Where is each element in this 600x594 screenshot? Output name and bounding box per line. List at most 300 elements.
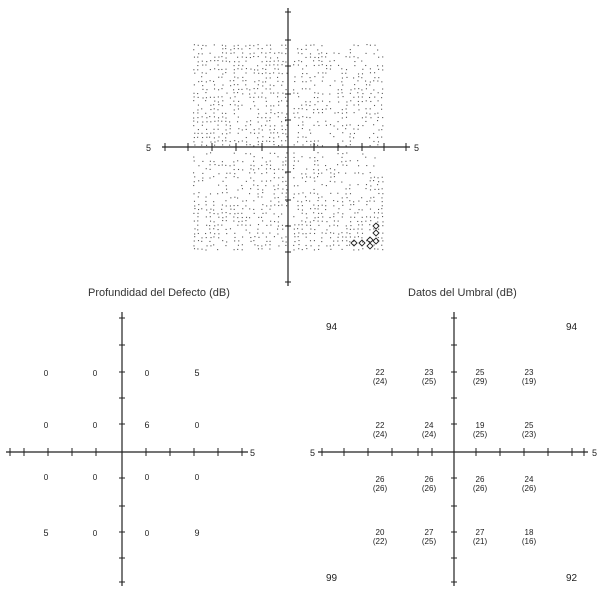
grayscale-dot [197,213,198,214]
grayscale-dot [237,92,238,93]
grayscale-dot [342,117,343,118]
grayscale-dot [333,216,334,217]
grayscale-dot [318,169,319,170]
grayscale-dot [222,240,223,241]
grayscale-dot [197,121,198,122]
grayscale-dot [298,64,299,65]
grayscale-dot [350,217,351,218]
grayscale-dot [266,236,267,237]
grayscale-dot [326,108,327,109]
grayscale-dot [317,152,318,153]
grayscale-dot [194,73,195,74]
grayscale-dot [361,221,362,222]
grayscale-dot [254,236,255,237]
grayscale-dot [234,209,235,210]
grayscale-dot [270,45,271,46]
grayscale-dot [258,80,259,81]
threshold-measured: 22 [375,421,385,430]
grayscale-dot [274,125,275,126]
grayscale-dot [261,173,262,174]
grayscale-dot [350,236,351,237]
grayscale-dot [374,157,375,158]
grayscale-dot [194,208,195,209]
grayscale-dot [202,61,203,62]
grayscale-dot [237,57,238,58]
grayscale-dot [346,188,347,189]
grayscale-dot [266,45,267,46]
grayscale-dot [202,72,203,73]
grayscale-dot [373,133,374,134]
threshold-measured: 19 [475,421,485,430]
grayscale-dot [234,72,235,73]
grayscale-dot [205,92,206,93]
grayscale-dot [302,108,303,109]
grayscale-dot [261,209,262,210]
grayscale-dot [373,124,374,125]
grayscale-dot [258,84,259,85]
depressed-points [351,223,379,249]
grayscale-dot [358,224,359,225]
grayscale-dot [262,81,263,82]
grayscale-dot [257,69,258,70]
grayscale-dot [242,236,243,237]
grayscale-dot [353,97,354,98]
grayscale-dot [213,81,214,82]
grayscale-dot [222,45,223,46]
grayscale-dot [382,93,383,94]
grayscale-dot [206,216,207,217]
grayscale-dot [314,65,315,66]
grayscale-dot [206,153,207,154]
grayscale-dot [246,137,247,138]
grayscale-dot [270,57,271,58]
grayscale-dot [297,48,298,49]
grayscale-dot [321,61,322,62]
grayscale-dot [234,240,235,241]
grayscale-dot [273,105,274,106]
grayscale-dot [226,133,227,134]
grayscale-dot [333,200,334,201]
grayscale-dot [286,101,287,102]
grayscale-dot [206,196,207,197]
grayscale-dot [346,77,347,78]
grayscale-dot [354,84,355,85]
grayscale-dot [337,129,338,130]
defect-depth-title: Profundidad del Defecto (dB) [88,287,230,299]
grayscale-dot [381,208,382,209]
grayscale-dot [273,137,274,138]
grayscale-dot [257,233,258,234]
grayscale-dot [354,112,355,113]
grayscale-dot [286,89,287,90]
grayscale-dot [229,121,230,122]
grayscale-dot [373,165,374,166]
grayscale-dot [238,117,239,118]
grayscale-dot [317,145,318,146]
grayscale-dot [374,45,375,46]
grayscale-dot [270,221,271,222]
grayscale-dot [274,169,275,170]
grayscale-dot [378,57,379,58]
grayscale-dot [353,56,354,57]
grayscale-dot [309,129,310,130]
grayscale-dot [214,221,215,222]
grayscale-dot [206,121,207,122]
grayscale-dot [258,128,259,129]
grayscale-dot [226,52,227,53]
grayscale-dot [222,116,223,117]
grayscale-dot [269,209,270,210]
grayscale-dot [222,192,223,193]
grayscale-dot [266,65,267,66]
grayscale-dot [270,201,271,202]
grayscale-dot [374,97,375,98]
grayscale-dot [310,144,311,145]
grayscale-dot [214,164,215,165]
grayscale-dot [365,157,366,158]
grayscale-dot [342,240,343,241]
grayscale-dot [250,132,251,133]
grayscale-dot [202,177,203,178]
grayscale-dot [294,76,295,77]
grayscale-dot [202,141,203,142]
grayscale-dot [266,61,267,62]
grayscale-dot [354,104,355,105]
grayscale-dot [338,101,339,102]
grayscale-dot [334,176,335,177]
grayscale-dot [374,77,375,78]
grayscale-dot [281,213,282,214]
grayscale-dot [197,69,198,70]
grayscale-dot [321,173,322,174]
grayscale-dot [194,96,195,97]
threshold-expected: (25) [421,537,437,546]
grayscale-dot [258,97,259,98]
grayscale-dot [329,101,330,102]
grayscale-dot [234,92,235,93]
grayscale-dot [218,89,219,90]
grayscale-dot [246,141,247,142]
grayscale-dot [230,173,231,174]
grayscale-dot [257,185,258,186]
grayscale-dot [222,204,223,205]
grayscale-dot [310,177,311,178]
grayscale-dot [222,52,223,53]
grayscale-dot [381,104,382,105]
grayscale-dot [245,220,246,221]
grayscale-dot [377,49,378,50]
grayscale-dot [218,140,219,141]
grayscale-dot [230,197,231,198]
grayscale-dot [241,89,242,90]
grayscale-dot [273,85,274,86]
grayscale-dot [234,84,235,85]
grayscale-dot [270,61,271,62]
grayscale-dot [382,221,383,222]
grayscale-dot [278,205,279,206]
grayscale-dot [326,229,327,230]
grayscale-dot [230,141,231,142]
grayscale-dot [277,64,278,65]
grayscale-dot [362,241,363,242]
grayscale-dot [357,160,358,161]
grayscale-dot [294,61,295,62]
grayscale-dot [293,64,294,65]
grayscale-dot [358,104,359,105]
grayscale-dot [262,204,263,205]
grayscale-dot [370,180,371,181]
grayscale-dot [237,197,238,198]
grayscale-dot [286,48,287,49]
grayscale-dot [358,125,359,126]
grayscale-dot [306,168,307,169]
grayscale-dot [226,189,227,190]
grayscale-dot [322,145,323,146]
grayscale-dot [285,164,286,165]
threshold-measured: 27 [424,528,434,537]
grayscale-dot [258,237,259,238]
grayscale-dot [197,137,198,138]
grayscale-dot [369,97,370,98]
grayscale-dot [261,52,262,53]
grayscale-dot [330,181,331,182]
grayscale-dot [349,233,350,234]
grayscale-dot [262,141,263,142]
grayscale-dot [366,53,367,54]
grayscale-dot [270,180,271,181]
grayscale-dot [314,229,315,230]
grayscale-dot [197,225,198,226]
grayscale-dot [253,169,254,170]
grayscale-dot [266,113,267,114]
grayscale-dot [274,177,275,178]
grayscale-dot [302,124,303,125]
grayscale-dot [282,177,283,178]
grayscale-dot [274,53,275,54]
grayscale-dot [286,189,287,190]
grayscale-dot [330,193,331,194]
grayscale-dot [246,129,247,130]
grayscale-dot [305,221,306,222]
grayscale-dot [250,237,251,238]
grayscale-dot [350,221,351,222]
grayscale-dot [338,112,339,113]
threshold-measured: 26 [375,475,385,484]
grayscale-dot [201,81,202,82]
grayscale-dot [326,245,327,246]
grayscale-dot [306,49,307,50]
grayscale-dot [381,245,382,246]
grayscale-dot [257,193,258,194]
defect-value: 9 [194,528,200,538]
grayscale-dot [242,169,243,170]
grayscale-dot [282,229,283,230]
grayscale-dot [278,69,279,70]
grayscale-dot [234,169,235,170]
grayscale-dot [261,96,262,97]
grayscale-dot [330,232,331,233]
grayscale-dot [342,73,343,74]
grayscale-dot [313,169,314,170]
grayscale-dot [318,173,319,174]
defect-value: 0 [92,369,98,378]
grayscale-dot [373,228,374,229]
grayscale-dot [369,137,370,138]
grayscale-dot [217,109,218,110]
grayscale-dot [193,141,194,142]
grayscale-dot [277,156,278,157]
grayscale-dot [270,225,271,226]
grayscale-dot [350,144,351,145]
grayscale-dot [294,108,295,109]
grayscale-dot [262,192,263,193]
grayscale-dot [250,120,251,121]
grayscale-dot [230,228,231,229]
grayscale-dot [381,97,382,98]
grayscale-dot [249,45,250,46]
grayscale-dot [218,224,219,225]
grayscale-dot [285,157,286,158]
grayscale-dot [249,172,250,173]
grayscale-dot [225,72,226,73]
grayscale-dot [286,113,287,114]
grayscale-dot [317,121,318,122]
grayscale-dot [301,201,302,202]
grayscale-dot [362,248,363,249]
grayscale-dot [350,229,351,230]
grayscale-dot [257,137,258,138]
grayscale-dot [261,248,262,249]
grayscale-dot [306,45,307,46]
grayscale-dot [365,188,366,189]
grayscale-dot [229,165,230,166]
grayscale-dot [382,225,383,226]
grayscale-dot [354,212,355,213]
grayscale-dot [298,161,299,162]
grayscale-dot [362,173,363,174]
grayscale-dot [382,56,383,57]
grayscale-dot [370,220,371,221]
defect-ticks [10,318,242,582]
grayscale-dot [249,48,250,49]
grayscale-dot [361,77,362,78]
grayscale-dot [318,213,319,214]
grayscale-dot [238,108,239,109]
grayscale-dot [277,96,278,97]
grayscale-dot [361,229,362,230]
grayscale-dot [234,153,235,154]
threshold-expected: (26) [372,484,388,493]
grayscale-dot [282,181,283,182]
grayscale-dot [218,101,219,102]
grayscale-dot [234,233,235,234]
grayscale-dot [293,92,294,93]
threshold-expected: (22) [372,537,388,546]
grayscale-dot [269,137,270,138]
grayscale-dot [329,61,330,62]
grayscale-dot [226,93,227,94]
grayscale-dot [353,204,354,205]
grayscale-dot [193,193,194,194]
grayscale-dot [194,205,195,206]
grayscale-dot [202,121,203,122]
grayscale-dot [221,69,222,70]
grayscale-dot [274,153,275,154]
grayscale-dot [270,85,271,86]
grayscale-dot [194,233,195,234]
grayscale-dot [306,200,307,201]
grayscale-dot [238,221,239,222]
grayscale-dot [353,201,354,202]
grayscale-dot [342,213,343,214]
grayscale-dot [366,216,367,217]
grayscale-dot [209,212,210,213]
grayscale-dot [298,248,299,249]
grayscale-dot [237,77,238,78]
grayscale-dot [325,200,326,201]
grayscale-dot [266,168,267,169]
grayscale-dot [278,225,279,226]
grayscale-dot [206,129,207,130]
grayscale-dot [237,217,238,218]
grayscale-dot [382,177,383,178]
grayscale-dot [346,145,347,146]
grayscale-dot [266,120,267,121]
grayscale-dot [381,109,382,110]
grayscale-dot [326,65,327,66]
grayscale-dot [330,85,331,86]
grayscale-dot [310,225,311,226]
grayscale-dot [214,233,215,234]
grayscale-dot [198,240,199,241]
depressed-point-mark [367,243,373,249]
grayscale-dot [198,204,199,205]
grayscale-dot [214,88,215,89]
grayscale-dot [362,96,363,97]
grayscale-dot [338,121,339,122]
grayscale-dot [265,97,266,98]
grayscale-dot [201,241,202,242]
grayscale-dot [381,129,382,130]
grayscale-dot [377,144,378,145]
grayscale-dot [318,208,319,209]
grayscale-dot [334,112,335,113]
grayscale-dot [277,233,278,234]
grayscale-dot [258,224,259,225]
grayscale-dot [205,100,206,101]
grayscale-dot [334,220,335,221]
grayscale-dot [341,81,342,82]
grayscale-dot [214,44,215,45]
grayscale-dot [318,140,319,141]
grayscale-dot [306,73,307,74]
grayscale-dot [334,169,335,170]
grayscale-dot [346,117,347,118]
grayscale-dot [261,117,262,118]
grayscale-dot [197,109,198,110]
grayscale-dot [225,165,226,166]
grayscale-dot [318,112,319,113]
grayscale-dot [358,129,359,130]
grayscale-dot [370,172,371,173]
grayscale-dot [345,73,346,74]
grayscale-dot [366,165,367,166]
grayscale-dot [270,132,271,133]
grayscale-dot [321,45,322,46]
grayscale-dot [242,188,243,189]
grayscale-dot [262,73,263,74]
grayscale-dot [373,80,374,81]
